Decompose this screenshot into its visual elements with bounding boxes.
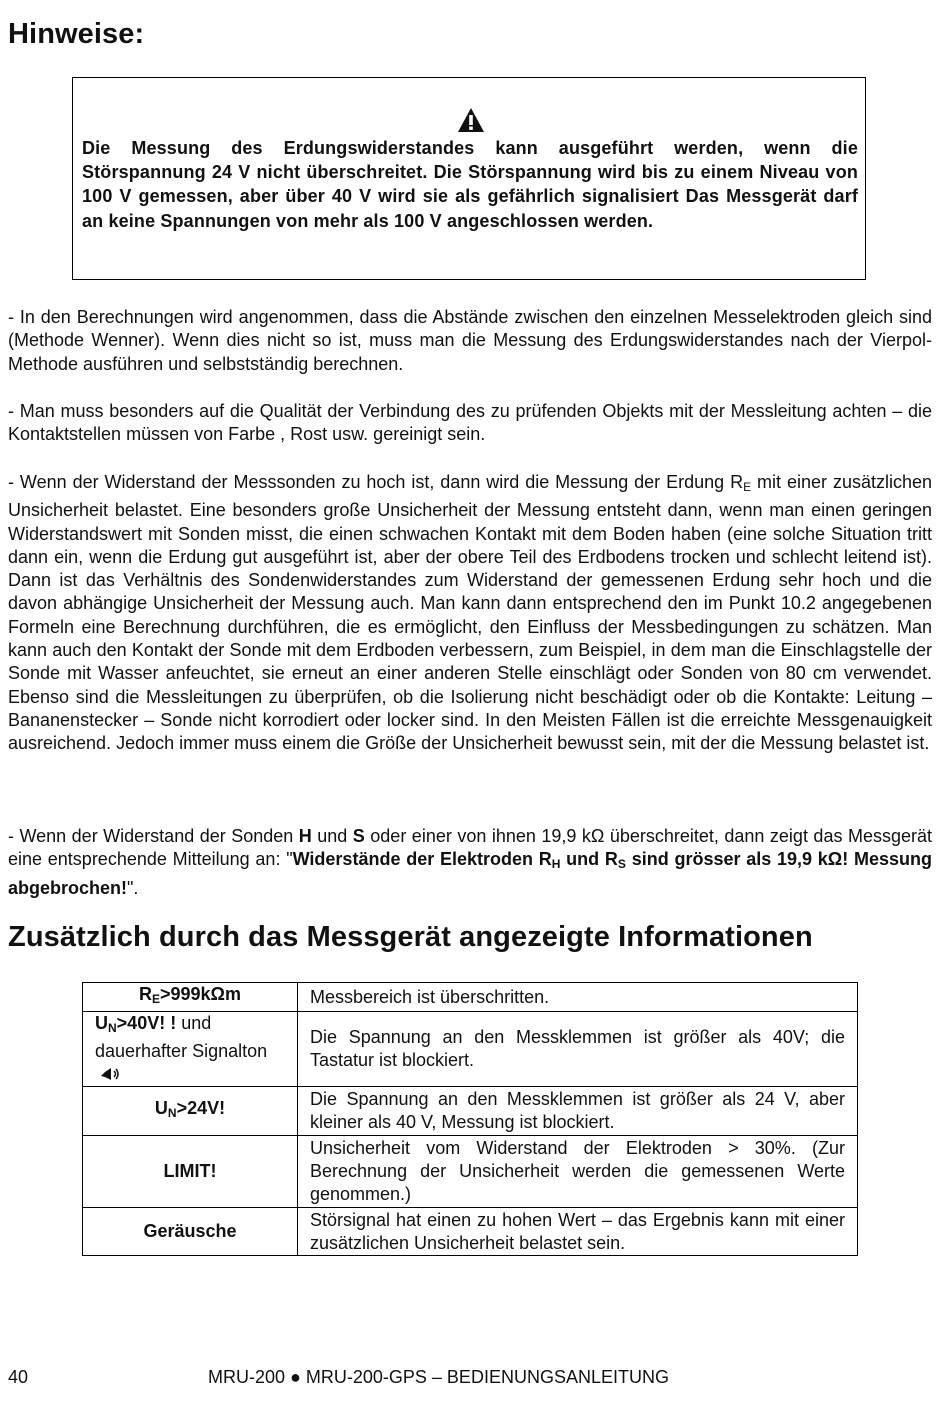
- table-label: $U_N>40V$! ! und dauerhafter Signalton: [83, 1012, 298, 1087]
- paragraph-wenner: - In den Berechnungen wird angenommen, dass die Abstände zwischen den einzelnen Messelektroden gleich sind (Methode Wenner). Wenn dies nicht so ist, muss man die Messung des Erdungswiderstandes nach der Vierpol-Methode ausführen und selbstständig berechnen.: [8, 307, 932, 374]
- table-desc: Die Spannung an den Messklemmen ist größer als 40V; die Tastatur ist blockiert.: [298, 1012, 858, 1087]
- table-desc: Messbereich ist überschritten.: [298, 983, 858, 1012]
- error-message: Widerstände der Elektroden $R_H$ und $R_S$ sind grösser als 19,9 kΩ! Messung abgebrochen!: [8, 849, 932, 898]
- table-row: [83, 1136, 858, 1208]
- table-label: Geräusche: [83, 1208, 298, 1256]
- table-row: [83, 983, 858, 1012]
- warning-triangle-icon: [457, 107, 485, 133]
- table-desc: Unsicherheit vom Widerstand der Elektroden > 30%. (Zur Berechnung der Unsicherheit werden die gemessenen Werte genommen.): [298, 1136, 858, 1208]
- footer-title: MRU-200 ● MRU-200-GPS – BEDIENUNGSANLEITUNG: [208, 1367, 669, 1387]
- table-row: [83, 1208, 858, 1256]
- paragraph-sondenwiderstand: - Wenn der Widerstand der Messsonden zu hoch ist, dann wird die Messung der Erdung $R_E$ mit einer zusätzlichen Unsicherheit belastet. Eine besonders große Unsicherheit der Messung entsteht dann, wenn man einen geringen Widerstandswert mit Sonden misst, die einen schwachen Kontakt mit dem Boden haben (eine solche Situation tritt dann ein, wenn die Erdung gut ausgeführt ist, aber der obere Teil des Erdbodens trocken und schlecht leitend ist). Dann ist das Verhältnis des Sondenwiderstandes zum Widerstand der gemessenen Erdung sehr hoch und die davon abhängige Unsicherheit der Messung auch. Man kann dann entsprechend den im Punkt 10.2 angegebenen Formeln eine Berechnung durchführen, die es ermöglicht, den Einfluss der Messbedingungen zu schätzen. Man kann auch den Kontakt der Sonde mit dem Erdboden verbessern, zum Beispiel, in dem man die Einschlagstelle der Sonde mit Wasser anfeuchtet, sie erneut an einer anderen Stelle einschlägt oder Sonden von 80 cm verwendet. Ebenso sind die Messleitungen zu überprüfen, ob die Isolierung nicht beschädigt oder ob die Kontakte: Leitung – Bananenstecker – Sonde nicht korrodiert oder locker sind. In den Meisten Fällen ist die erreichte Messgenauigkeit ausreichend. Jedoch immer muss einem die Größe der Unsicherheit bewusst sein, mit der die Messung belastet ist.: [8, 472, 932, 754]
- table-desc: Die Spannung an den Messklemmen ist größer als 24 V, aber kleiner als 40 V, Messung ist blockiert.: [298, 1087, 858, 1136]
- warning-box: [72, 77, 866, 280]
- heading-zusatz: Zusätzlich durch das Messgerät angezeigte Informationen: [8, 921, 813, 953]
- table-label: $U_N>24V$!: [83, 1087, 298, 1136]
- warning-text: Die Messung des Erdungswiderstandes kann ausgeführt werden, wenn die Störspannung 24 V nicht überschreitet. Die Störspannung wird bis zu einem Niveau von 100 V gemessen, aber über 40 V wird sie als gefährlich signalisiert Das Messgerät darf an keine Spannungen von mehr als 100 V angeschlossen werden.: [82, 138, 858, 231]
- table-row: [83, 1012, 858, 1087]
- speaker-icon: [99, 1066, 121, 1082]
- table-label: $R_E>999k\Omega m$: [83, 983, 298, 1012]
- heading-hinweise: Hinweise:: [8, 18, 145, 50]
- table-desc: Störsignal hat einen zu hohen Wert – das Ergebnis kann mit einer zusätzlichen Unsicherheit belastet sein.: [298, 1208, 858, 1256]
- page-number: 40: [8, 1367, 29, 1387]
- paragraph-verbindung: - Man muss besonders auf die Qualität der Verbindung des zu prüfenden Objekts mit der Messleitung achten – die Kontaktstellen müssen von Farbe , Rost usw. gereinigt sein.: [8, 401, 932, 445]
- paragraph-grenzwert: - Wenn der Widerstand der Sonden H und S oder einer von ihnen 19,9 kΩ überschreitet, dann zeigt das Messgerät eine entsprechende Mitteilung an: "Widerstände der Elektroden $R_H$ und $R_S$ sind grösser als 19,9 kΩ! Messung abgebrochen!".: [8, 826, 932, 898]
- table-label: LIMIT!: [83, 1136, 298, 1208]
- info-table: [82, 982, 858, 1256]
- table-row: [83, 1087, 858, 1136]
